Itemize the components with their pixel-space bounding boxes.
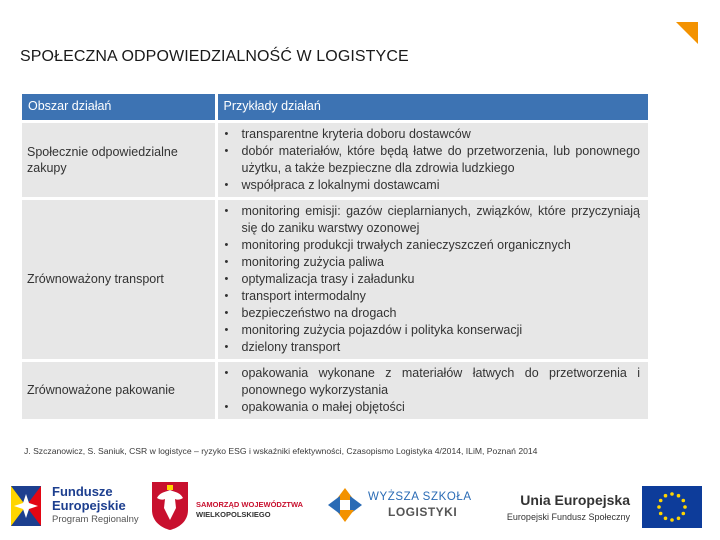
samorzad-logo xyxy=(150,480,320,534)
bullet-icon: • xyxy=(224,272,229,285)
list-item: • transport intermodalny xyxy=(224,288,366,303)
fe-line1: Fundusze xyxy=(52,484,113,499)
list-item: • monitoring emisji: gazów cieplarnianych, związków, które przyczyniają się do zaniku warstwy ozonowej xyxy=(224,203,640,235)
samorzad-line1: SAMORZĄD WOJEWÓDZTWA xyxy=(196,500,304,509)
area-cell: Społecznie odpowiedzialne zakupy xyxy=(22,121,216,198)
fe-line2: Europejskie xyxy=(52,498,126,513)
bullet-icon: • xyxy=(224,306,229,319)
bullet-icon: • xyxy=(224,144,229,157)
list-item: • opakowania o małej objętości xyxy=(224,399,405,414)
list-item: • transparentne kryteria doboru dostawców xyxy=(224,126,471,141)
bullet-icon: • xyxy=(224,238,229,251)
table-row xyxy=(22,360,648,419)
header-examples: Przykłady działań xyxy=(216,94,648,121)
bullet-icon: • xyxy=(224,255,229,268)
header-area: Obszar działań xyxy=(22,94,216,121)
list-item: • monitoring produkcji trwałych zanieczyszczeń organicznych xyxy=(224,237,571,252)
bullet-icon: • xyxy=(224,340,229,353)
bullet-icon: • xyxy=(224,323,229,336)
table-row xyxy=(22,121,648,198)
corner-triangle-icon xyxy=(676,22,698,44)
wsl-arrows-icon xyxy=(326,486,364,524)
bullet-list xyxy=(225,365,641,416)
fundusze-europejskie-logo xyxy=(8,480,148,534)
ue-line2: Europejski Fundusz Społeczny xyxy=(506,512,630,522)
examples-cell xyxy=(216,198,648,360)
ue-logo xyxy=(488,486,714,534)
bullet-icon: • xyxy=(224,289,229,302)
eu-flag-icon xyxy=(642,486,702,528)
list-item: • dobór materiałów, które będą łatwe do przetworzenia, lub ponownego użytku, a także bezpieczne dla zdrowia ludzkiego xyxy=(224,143,640,175)
bullet-icon: • xyxy=(224,366,229,379)
list-item: • opakowania wykonane z materiałów łatwych do przetworzenia i ponownego wykorzystania xyxy=(224,365,640,397)
fe-star-icon xyxy=(8,482,46,530)
csr-table xyxy=(22,94,648,419)
table-row xyxy=(22,198,648,360)
list-item: • dzielony transport xyxy=(224,339,341,354)
bullet-icon: • xyxy=(224,400,229,413)
bullet-icon: • xyxy=(224,178,229,191)
area-cell: Zrównoważone pakowanie xyxy=(22,360,216,419)
bullet-icon: • xyxy=(224,127,229,140)
area-cell: Zrównoważony transport xyxy=(22,198,216,360)
wsl-line1: WYŻSZA SZKOŁA xyxy=(368,491,472,503)
examples-cell xyxy=(216,121,648,198)
examples-cell xyxy=(216,360,648,419)
list-item: • współpraca z lokalnymi dostawcami xyxy=(224,177,440,192)
wsl-logo xyxy=(326,486,486,530)
list-item: • monitoring zużycia paliwa xyxy=(224,254,384,269)
fe-line3: Program Regionalny xyxy=(52,514,139,525)
list-item: • monitoring zużycia pojazdów i polityka konserwacji xyxy=(224,322,523,337)
bullet-icon: • xyxy=(224,204,229,217)
table-header-row xyxy=(22,94,648,121)
samorzad-line2: WIELKOPOLSKIEGO xyxy=(196,510,271,519)
source-citation: J. Szczanowicz, S. Saniuk, CSR w logistyce – ryzyko ESG i wskaźniki efektywności, Czasopismo Logistyka 4/2014, ILiM, Poznań 2014 xyxy=(24,446,538,456)
ue-line1: Unia Europejska xyxy=(520,492,630,508)
eagle-crest-icon xyxy=(150,480,190,530)
wsl-line2: LOGISTYKI xyxy=(388,505,458,519)
slide-title: SPOŁECZNA ODPOWIEDZIALNOŚĆ W LOGISTYCE xyxy=(20,48,409,65)
list-item: • optymalizacja trasy i załadunku xyxy=(224,271,415,286)
bullet-list xyxy=(225,126,641,194)
list-item: • bezpieczeństwo na drogach xyxy=(224,305,397,320)
footer-logos xyxy=(0,474,720,540)
bullet-list xyxy=(225,203,641,356)
